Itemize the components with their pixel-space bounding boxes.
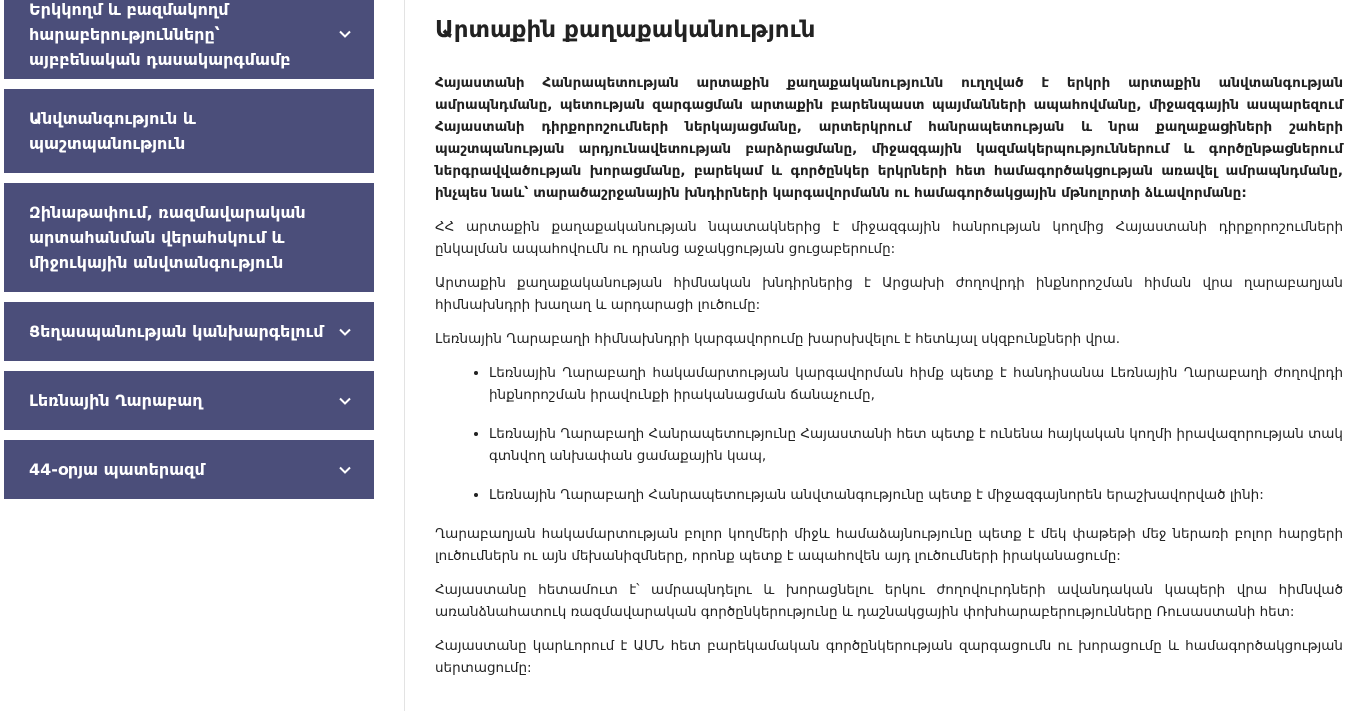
paragraph: Լեռնային Ղարաբաղի հիմնախնդրի կարգավորումը խարսխվելու է հետևյալ սկզբունքների վրա.: [435, 331, 1121, 347]
sidebar-item-label: Ցեղասպանության կանխարգելում: [29, 322, 324, 341]
sidebar-item-security-defense[interactable]: [4, 89, 374, 173]
sidebar-item-genocide-prevention[interactable]: [4, 302, 374, 361]
column-divider: [404, 0, 405, 711]
main-content: [435, 14, 1343, 691]
sidebar-item-nagorno-karabakh[interactable]: [4, 371, 374, 430]
sidebar-item-label: 44-օրյա պատերազմ: [29, 460, 205, 479]
chevron-down-icon: [338, 463, 352, 477]
sidebar-item-bilateral-relations[interactable]: [4, 0, 374, 79]
chevron-down-icon: [338, 27, 352, 41]
sidebar-item-disarmament[interactable]: [4, 183, 374, 292]
chevron-down-icon: [338, 394, 352, 408]
chevron-down-icon: [338, 325, 352, 339]
page-title: Արտաքին քաղաքականություն: [435, 17, 816, 43]
list-item: • Լեռնային Ղարաբաղի Հանրապետությունը Հայաստանի հետ պետք է ունենա հայկական կողմի իրավազորության տակ գտնվող անխափան ցամաքային կապ,: [489, 423, 1343, 467]
paragraph: Արտաքին քաղաքականության հիմնական խնդիրներից է Արցախի ժողովրդի ինքնորոշման հիման վրա ղարաբաղյան հիմնախնդրի խաղաղ և արդարացի լուծումը:: [435, 275, 1343, 313]
sidebar-item-label: Երկկողմ և բազմակողմ հարաբերությունները՝ այբբենական դասակարգմամբ: [29, 0, 291, 69]
sidebar-item-label: Լեռնային Ղարաբաղ: [29, 391, 203, 410]
lead-paragraph: Հայաստանի Հանրապետության արտաքին քաղաքականությունն ուղղված է երկրի արտաքին անվտանգության ամրապնդմանը, պետության զարգացման արտաքին բարենպաստ պայմանների ապահովմանը, միջազգային ասպարեզում Հայաստանի դիրքորոշումների ներկայացմանը, արտերկրում հանրապետության և նրա քաղաքացիների շահերի պաշտպանության արդյունավետության բարձրացմանը, միջազգային կազմակերպություններում և գործընթացներում ներգրավվածության խորացմանը, բարեկամ և գործընկեր երկրների հետ համագործակցության առավել ամրապնդմանը, ինչպես նաև՝ տարածաշրջանային խնդիրների կարգավորմանն ու համագործակցային մթնոլորտի ձևավորմանը:: [435, 75, 1343, 201]
paragraph: Հայաստանը հետամուտ է՝ ամրապնդելու և խորացնելու երկու ժողովուրդների ավանդական կապերի վրա հիմնված առանձնահատուկ ռազմավարական գործընկերությունը և դաշնակցային փոխհարաբերությունները Ռուսաստանի հետ:: [435, 582, 1343, 620]
paragraph: ՀՀ արտաքին քաղաքականության նպատակներից է միջազգային հանրության կողմից Հայաստանի դիրքորոշումների ընկալման ապահովումն ու դրանց աջակցության ցուցաբերումը:: [435, 219, 1343, 257]
sidebar-menu: [4, 0, 374, 509]
paragraph: Ղարաբաղյան հակամարտության բոլոր կողմերի միջև համաձայնությունը պետք է մեկ փաթեթի մեջ ներառի բոլոր հարցերի լուծումներն ու այն մեխանիզմները, որոնք պետք է ապահովեն այդ լուծումների իրականացումը:: [435, 526, 1343, 564]
list-item: • Լեռնային Ղարաբաղի հակամարտության կարգավորման հիմք պետք է հանդիսանա Լեռնային Ղարաբաղի ժողովրդի ինքնորոշման իրավունքի իրականացման ճանաչումը,: [489, 362, 1343, 406]
principles-list: [435, 362, 1343, 506]
paragraph: Հայաստանը կարևորում է ԱՄՆ հետ բարեկամական գործընկերության զարգացումն ու խորացումը և համագործակցության սերտացումը:: [435, 638, 1343, 676]
sidebar-item-label: Անվտանգություն և պաշտպանություն: [29, 109, 196, 153]
sidebar-item-label: Զինաթափում, ռազմավարական արտահանման վերահսկում և միջուկային անվտանգություն: [29, 203, 306, 272]
list-item: • Լեռնային Ղարաբաղի Հանրապետության անվտանգությունը պետք է միջազգայնորեն երաշխավորված լինի:: [489, 484, 1343, 506]
sidebar-item-44-day-war[interactable]: [4, 440, 374, 499]
